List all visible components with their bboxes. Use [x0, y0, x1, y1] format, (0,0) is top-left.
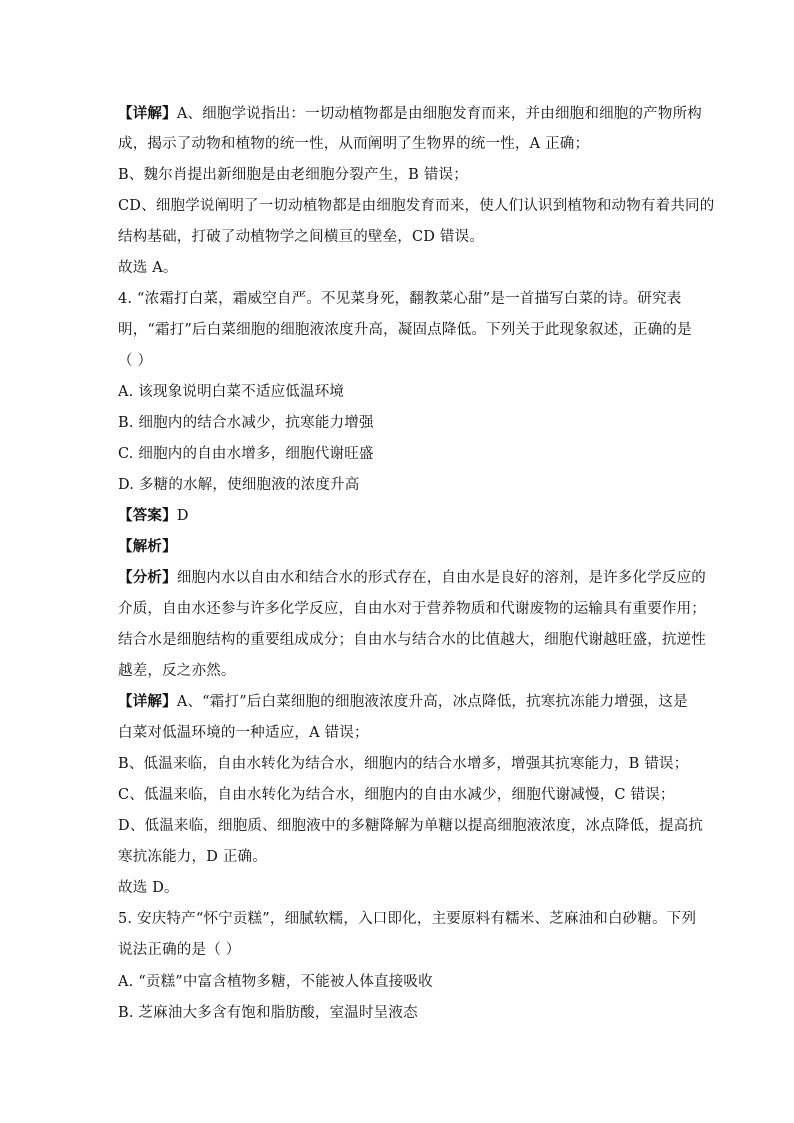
section-tag: 【答案】: [118, 508, 177, 524]
option-c: [118, 444, 688, 464]
line-text: CD、细胞学说阐明了一切动植物都是由细胞发育而来，使人们认识到植物和动物有着共同的: [118, 198, 715, 214]
answer-line: [118, 506, 688, 526]
line-text: 细胞内水以自由水和结合水的形式存在，自由水是良好的溶剂，是许多化学反应的: [176, 570, 707, 586]
option-a: [118, 972, 688, 992]
line-text: 5. 安庆特产“怀宁贡糕”，细腻软糯，入口即化，主要原料有糯米、芝麻油和白砂糖。下列: [118, 911, 697, 927]
explanation-line: [118, 692, 688, 712]
line-text: B. 细胞内的结合水减少，抗寒能力增强: [118, 415, 374, 431]
text-line: [118, 196, 715, 216]
line-text: B、低温来临，自由水转化为结合水，细胞内的结合水增多，增强其抗寒能力，B 错误；: [118, 756, 689, 772]
option-b: [118, 413, 688, 433]
line-text: 4. “浓霜打白菜，霜威空自严。不见菜身死，翻教菜心甜”是一首描写白菜的诗。研究表: [118, 291, 682, 307]
text-line: [118, 785, 688, 805]
line-text: A、“霜打”后白菜细胞的细胞液浓度升高，冰点降低，抗寒抗冻能力增强，这是: [176, 694, 688, 710]
text-line: [118, 940, 688, 960]
option-a: [118, 382, 688, 402]
text-line: [118, 816, 704, 836]
analysis-line: [118, 568, 707, 588]
text-line: [118, 847, 688, 867]
text-line: [118, 165, 688, 185]
line-text: 故选 D。: [118, 880, 179, 896]
line-text: A、细胞学说指出：一切动植物都是由细胞发育而来，并由细胞和细胞的产物所构: [176, 106, 702, 122]
text-line: [118, 104, 702, 124]
text-line: [118, 630, 706, 650]
option-b: [118, 1003, 688, 1023]
line-text: D. 多糖的水解，使细胞液的浓度升高: [118, 477, 360, 493]
line-text: 结构基础，打破了动植物学之间横亘的壁垒，CD 错误。: [118, 229, 485, 245]
line-text: 寒抗冻能力，D 正确。: [118, 849, 267, 865]
text-line: [118, 878, 688, 898]
line-text: 越差，反之亦然。: [118, 663, 236, 679]
line-text: D、低温来临，细胞质、细胞液中的多糖降解为单糖以提高细胞液浓度，冰点降低，提高抗: [118, 818, 704, 834]
line-text: C、低温来临，自由水转化为结合水，细胞内的自由水减少，细胞代谢减慢，C 错误；: [118, 787, 675, 803]
section-tag: 【详解】: [118, 694, 177, 710]
text-line: [118, 258, 688, 278]
line-text: 白菜对低温环境的一种适应，A 错误；: [118, 725, 369, 741]
text-line: [118, 661, 688, 681]
text-line: [118, 227, 688, 247]
line-text: （ ）: [118, 353, 153, 369]
section-tag: 【分析】: [118, 570, 177, 586]
text-line: [118, 754, 688, 774]
question-4-stem: [118, 289, 688, 309]
line-text: B、魏尔肖提出新细胞是由老细胞分裂产生，B 错误；: [118, 167, 468, 183]
question-5-stem: [118, 909, 697, 929]
line-text: 介质，自由水还参与许多化学反应，自由水对于营养物质和代谢废物的运输具有重要作用；: [118, 601, 706, 617]
analysis-heading: [118, 537, 688, 557]
text-line: [118, 320, 692, 340]
text-line: [118, 599, 706, 619]
line-text: 说法正确的是（ ）: [118, 942, 241, 958]
line-text: 明，“霜打”后白菜细胞的细胞液浓度升高，凝固点降低。下列关于此现象叙述，正确的是: [118, 322, 692, 338]
text-line: [118, 723, 688, 743]
line-text: 结合水是细胞结构的重要组成成分；自由水与结合水的比值越大，细胞代谢越旺盛，抗逆性: [118, 632, 706, 648]
option-d: [118, 475, 688, 495]
section-tag: 【解析】: [118, 539, 177, 555]
line-text: A. 该现象说明白菜不适应低温环境: [118, 384, 345, 400]
line-text: A. “贡糕”中富含植物多糖，不能被人体直接吸收: [118, 974, 433, 990]
text-line: [118, 134, 688, 154]
section-tag: 【详解】: [118, 106, 177, 122]
line-text: C. 细胞内的自由水增多，细胞代谢旺盛: [118, 446, 374, 462]
line-text: D: [176, 508, 189, 524]
line-text: 故选 A。: [118, 260, 178, 276]
answer-blank: [118, 351, 688, 371]
line-text: 成，揭示了动物和植物的统一性，从而阐明了生物界的统一性，A 正确；: [118, 136, 590, 152]
line-text: B. 芝麻油大多含有饱和脂肪酸，室温时呈液态: [118, 1005, 418, 1021]
